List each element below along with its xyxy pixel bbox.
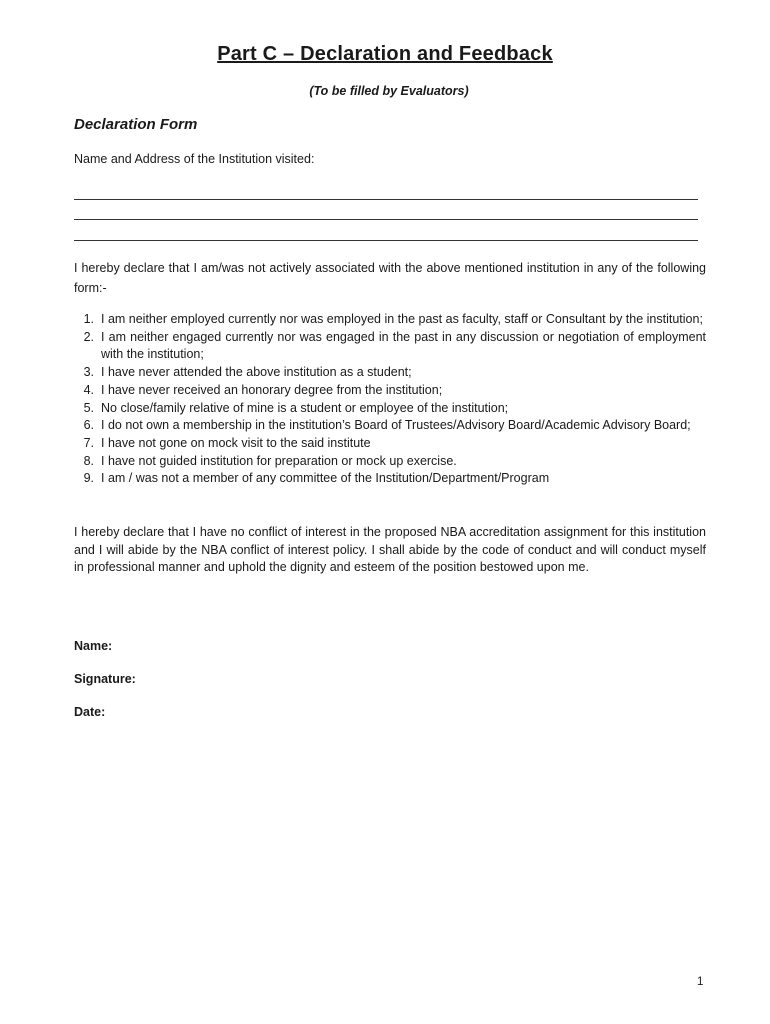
signature-label: Signature:: [74, 672, 136, 686]
item-text: I have never attended the above institution as a student;: [101, 365, 412, 380]
institution-line-1[interactable]: [74, 199, 698, 200]
list-item: [74, 417, 706, 435]
page-title: Part C – Declaration and Feedback: [217, 43, 553, 65]
institution-label: Name and Address of the Institution visited:: [74, 152, 315, 166]
list-item: [74, 311, 706, 329]
item-number: 7.: [83, 435, 94, 450]
list-item: [74, 329, 706, 364]
list-item: [74, 453, 706, 471]
list-item: [74, 435, 706, 453]
list-item: [74, 382, 706, 400]
item-text: I am neither engaged currently nor was engaged in the past in any discussion or negotiation of employment with the institution;: [101, 329, 706, 362]
item-number: 8.: [83, 453, 94, 468]
item-text: I am / was not a member of any committee of the Institution/Department/Program: [101, 471, 550, 486]
name-label: Name:: [74, 639, 113, 653]
item-text: I do not own a membership in the institution’s Board of Trustees/Advisory Board/Academic Advisory Board;: [101, 418, 691, 433]
item-text: I am neither employed currently nor was employed in the past as faculty, staff or Consultant by the institution;: [101, 312, 703, 326]
date-label: Date:: [74, 705, 106, 719]
institution-line-3[interactable]: [74, 240, 698, 241]
item-text: I have never received an honorary degree from the institution;: [101, 382, 443, 397]
item-text: No close/family relative of mine is a student or employee of the institution;: [101, 400, 509, 415]
item-number: 5.: [83, 400, 94, 415]
declaration-intro: I hereby declare that I am/was not actively associated with the above mentioned institution in any of the following form:-: [74, 261, 706, 295]
conflict-of-interest-declaration: I hereby declare that I have no conflict of interest in the proposed NBA accreditation assignment for this institution and I will abide by the NBA conflict of interest policy. I shall abide by the code of conduct and will conduct myself in professional manner and uphold the dignity and esteem of the position bestowed upon me.: [74, 525, 706, 575]
section-heading: Declaration Form: [74, 116, 198, 133]
declaration-list: [74, 311, 706, 488]
item-text: I have not gone on mock visit to the said institute: [101, 435, 371, 450]
item-number: 2.: [83, 329, 94, 344]
item-number: 9.: [83, 471, 94, 486]
item-number: 6.: [83, 418, 94, 433]
list-item: [74, 364, 706, 382]
page-number: 1: [697, 976, 704, 988]
item-text: I have not guided institution for preparation or mock up exercise.: [101, 453, 457, 468]
list-item: [74, 400, 706, 418]
item-number: 3.: [83, 365, 94, 380]
list-item: [74, 470, 706, 488]
item-number: 1.: [83, 312, 94, 326]
item-number: 4.: [83, 382, 94, 397]
page-subtitle: (To be filled by Evaluators): [309, 84, 469, 98]
institution-line-2[interactable]: [74, 219, 698, 220]
